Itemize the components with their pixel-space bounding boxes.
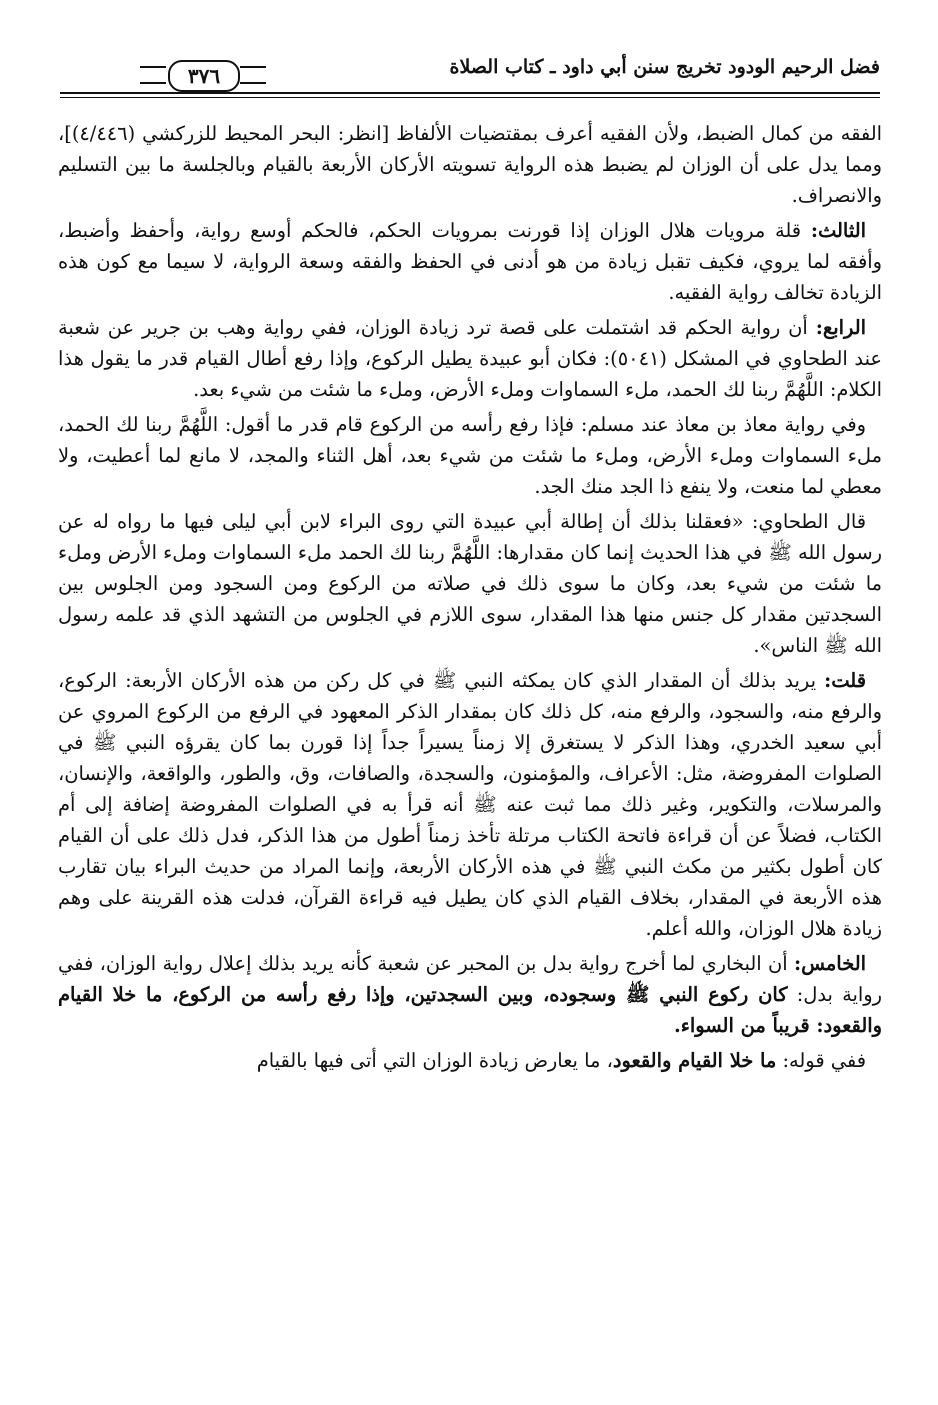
paragraph-text: قال الطحاوي: «فعقلنا بذلك أن إطالة أبي عبيدة التي روى البراء لابن أبي ليلى فيها ما رواه له عن رسول الله ﷺ في هذا الحديث إنما كان مقدارها: اللَّهُمَّ ربنا لك الحمد ملء السماوات وملء الأرض وملء ما شئت من شيء بعد، وكان ما سوى ذلك في صلاته من الركوع ومن السجود ومن الجلوس بين السجدتين مقدار كل جنس منها هذا المقدار، سوى اللازم في الجلوس من التشهد الذي قد علمه رسول الله ﷺ الناس». [58, 510, 882, 657]
paragraph-6 [58, 665, 882, 944]
paragraph-4 [58, 409, 882, 502]
running-title: فضل الرحيم الودود تخريج سنن أبي داود ـ كتاب الصلاة [449, 56, 880, 78]
paragraph-text: ففي قوله: [776, 1049, 866, 1072]
header-rule-thin [60, 97, 880, 98]
paragraph-8 [58, 1045, 882, 1076]
ornament-left-dash [140, 66, 166, 84]
paragraph-text: الفقه من كمال الضبط، ولأن الفقيه أعرف بمقتضيات الألفاظ [انظر: البحر المحيط للزركشي (٤/٤٤٦)]، ومما يدل على أن الوزان لم يضبط هذه الرواية تسويته الأركان الأربعة بالقيام وبالجلسة ما بين التسليم والانصراف. [58, 122, 882, 207]
paragraph-7 [58, 948, 882, 1041]
paragraph-3 [58, 312, 882, 405]
paragraph-lead: قلت: [824, 669, 866, 692]
paragraph-text: يريد بذلك أن المقدار الذي كان يمكثه النبي ﷺ في كل ركن من هذه الأركان الأربعة: الركوع، والرفع منه، والسجود، والرفع منه، كل ذلك كان بمقدار الذكر المعهود في الرفع من الركوع المروي عن أبي سعيد الخدري، وهذا الذكر لا يستغرق إلا زمناً يسيراً جداً إذا قورن بما كان يقرؤه النبي ﷺ في الصلوات المفروضة، مثل: الأعراف، والمؤمنون، والسجدة، والصافات، وق، والطور، والواقعة، والإنسان، والمرسلات، والتكوير، وغير ذلك مما ثبت عنه ﷺ أنه قرأ به في الصلوات المفروضة إضافة إلى أم الكتاب، فضلاً عن أن قراءة فاتحة الكتاب مرتلة تأخذ زمناً أطول من هذا الذكر، فدل ذلك على أن القيام كان أطول بكثير من مكث النبي ﷺ في هذه الأركان الأربعة، وإنما المراد من حديث البراء بيان تقارب هذه الأربعة في المقدار، بخلاف القيام الذي كان يطيل فيه قراءة القرآن، فدلت هذه القرينة على وهم زيادة هلال الوزان، والله أعلم. [58, 669, 882, 940]
page-number: ٣٧٦ [168, 60, 240, 92]
paragraph-2 [58, 215, 882, 308]
paragraph-tail: ، ما يعارض زيادة الوزان التي أتى فيها بالقيام [256, 1049, 613, 1072]
paragraph-text: أن رواية الحكم قد اشتملت على قصة ترد زيادة الوزان، ففي رواية وهب بن جرير عن شعبة عند الطحاوي في المشكل (٥٠٤١): فكان أبو عبيدة يطيل الركوع، وإذا رفع أطال القيام قدر ما يقول هذا الكلام: اللَّهُمَّ ربنا لك الحمد، ملء السماوات وملء الأرض، وملء ما شئت من شيء بعد. [58, 316, 882, 401]
paragraph-text: أن البخاري لما أخرج رواية بدل بن المحبر عن شعبة كأنه يريد بذلك إعلال رواية الوزان، ففي رواية بدل: [58, 952, 882, 1006]
paragraph-text: وفي رواية معاذ بن معاذ عند مسلم: فإذا رفع رأسه من الركوع قام قدر ما أقول: اللَّهُمَّ ربنا لك الحمد، ملء السماوات وملء الأرض، وملء ما شئت من شيء بعد، أهل الثناء والمجد، لا مانع لما أعطيت، ولا معطي لما منعت، ولا ينفع ذا الجد منك الجد. [58, 413, 882, 498]
page-number-ornament [140, 52, 260, 92]
paragraph-bold-quote: كان ركوع النبي ﷺ وسجوده، وبين السجدتين، وإذا رفع رأسه من الركوع، ما خلا القيام والقعود: قريباً من السواء. [58, 983, 882, 1037]
page-header [60, 52, 880, 98]
paragraph-text: قلة مرويات هلال الوزان إذا قورنت بمرويات الحكم، فالحكم أوسع رواية، وأحفظ وأضبط، وأفقه لما يروي، فكيف تقبل زيادة من هو أدنى في الحفظ والفقه وسعة الرواية، لا سيما مع كون هذه الزيادة تخالف رواية الفقيه. [58, 219, 882, 304]
paragraph-lead: الخامس: [794, 952, 867, 975]
paragraph-1 [58, 118, 882, 211]
paragraph-lead: الرابع: [815, 316, 866, 339]
ornament-right-dash [240, 66, 266, 84]
paragraph-bold-quote: ما خلا القيام والقعود [612, 1049, 777, 1072]
header-rule-thick [60, 92, 880, 94]
paragraph-lead: الثالث: [810, 219, 866, 242]
paragraph-5 [58, 506, 882, 661]
page-body [58, 118, 882, 1358]
